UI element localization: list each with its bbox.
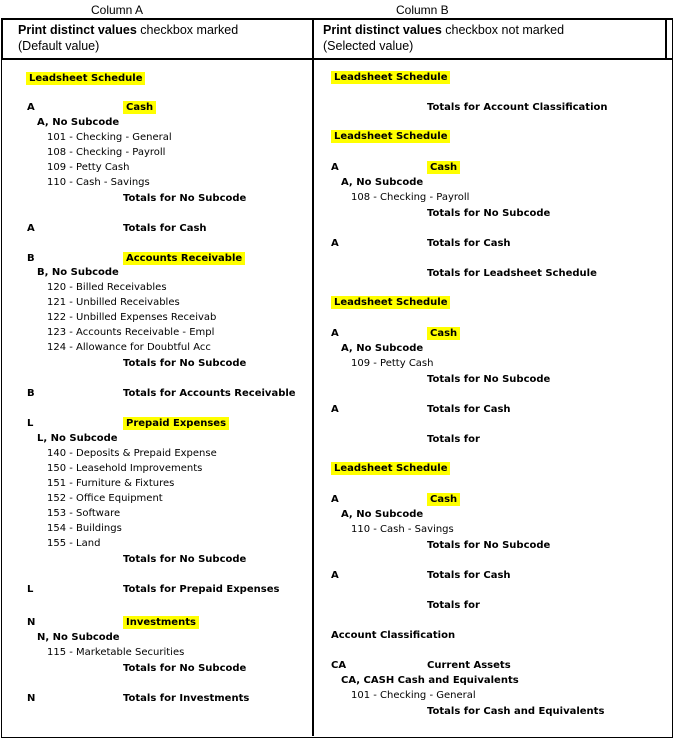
- subcode-header: A, No Subcode: [341, 177, 424, 188]
- class-code: A: [27, 102, 35, 113]
- section-title: [331, 462, 450, 475]
- account-line: 153 - Software: [47, 508, 121, 519]
- totals-line: Totals for Cash: [427, 238, 511, 249]
- account-line: 108 - Checking - Payroll: [47, 147, 166, 158]
- class-code: N: [27, 693, 36, 704]
- account-line: 140 - Deposits & Prepaid Expense: [47, 448, 217, 459]
- totals-line: Totals for No Subcode: [123, 193, 247, 204]
- group-title: [123, 101, 156, 114]
- totals-line: Totals for Leadsheet Schedule: [427, 268, 597, 279]
- account-line: 152 - Office Equipment: [47, 493, 163, 504]
- account-line: 110 - Cash - Savings: [47, 177, 150, 188]
- account-line: 123 - Accounts Receivable - Empl: [47, 327, 215, 338]
- totals-line: Totals for No Subcode: [123, 554, 247, 565]
- account-line: 120 - Billed Receivables: [47, 282, 167, 293]
- totals-line: Totals for No Subcode: [427, 374, 551, 385]
- class-code: A: [331, 162, 339, 173]
- highlighted-label: Accounts Receivable: [123, 252, 245, 265]
- account-line: 109 - Petty Cash: [351, 358, 434, 369]
- class-code: L: [27, 418, 34, 429]
- account-line: 108 - Checking - Payroll: [351, 192, 470, 203]
- highlighted-label: Leadsheet Schedule: [26, 72, 145, 85]
- totals-line: Totals for Cash: [427, 404, 511, 415]
- column-b-title: Column B: [396, 3, 449, 17]
- highlighted-label: Cash: [427, 161, 460, 174]
- class-code: N: [27, 617, 36, 628]
- column-b-header-bold: Print distinct values: [323, 23, 442, 37]
- highlighted-label: Leadsheet Schedule: [331, 71, 450, 84]
- account-line: 122 - Unbilled Expenses Receivab: [47, 312, 217, 323]
- subcode-header: A, No Subcode: [341, 343, 424, 354]
- subcode-header: CA, CASH Cash and Equivalents: [341, 675, 519, 686]
- class-code: A: [331, 494, 339, 505]
- class-code: L: [27, 584, 34, 595]
- account-line: 124 - Allowance for Doubtful Acc: [47, 342, 211, 353]
- account-line: 151 - Furniture & Fixtures: [47, 478, 175, 489]
- classification-title: Account Classification: [331, 630, 456, 641]
- account-line: 154 - Buildings: [47, 523, 122, 534]
- totals-line: Totals for No Subcode: [427, 208, 551, 219]
- totals-line: Totals for No Subcode: [123, 663, 247, 674]
- class-code: A: [331, 328, 339, 339]
- group-title: [123, 616, 199, 629]
- class-code: A: [331, 570, 339, 581]
- subcode-header: A, No Subcode: [341, 509, 424, 520]
- class-code: A: [27, 223, 35, 234]
- account-line: 155 - Land: [47, 538, 101, 549]
- account-line: 101 - Checking - General: [351, 690, 476, 701]
- account-line: 150 - Leasehold Improvements: [47, 463, 203, 474]
- account-line: 121 - Unbilled Receivables: [47, 297, 180, 308]
- column-a-header-rest: checkbox marked: [136, 23, 239, 37]
- account-line: 101 - Checking - General: [47, 132, 172, 143]
- column-divider: [312, 18, 314, 736]
- column-b-header: [323, 22, 564, 54]
- column-a-header-sub: (Default value): [18, 39, 100, 53]
- highlighted-label: Investments: [123, 616, 199, 629]
- account-line: 109 - Petty Cash: [47, 162, 130, 173]
- column-a-header-bold: Print distinct values: [18, 23, 137, 37]
- group-title: [123, 417, 229, 430]
- totals-line: Totals for No Subcode: [123, 358, 247, 369]
- column-b-header-rest: checkbox not marked: [441, 23, 565, 37]
- header-left-border: [1, 18, 3, 60]
- highlighted-label: Leadsheet Schedule: [331, 296, 450, 309]
- subcode-header: A, No Subcode: [37, 117, 120, 128]
- totals-line: Totals for No Subcode: [427, 540, 551, 551]
- totals-line: Totals for Account Classification: [427, 102, 608, 113]
- totals-line: Totals for Investments: [123, 693, 250, 704]
- class-code: A: [331, 404, 339, 415]
- class-code: B: [27, 388, 35, 399]
- highlighted-label: Cash: [123, 101, 156, 114]
- section-title: [331, 296, 450, 309]
- column-a-title: Column A: [91, 3, 144, 17]
- group-title: [427, 161, 460, 174]
- header-right-border: [665, 18, 667, 60]
- column-b-header-sub: (Selected value): [323, 39, 414, 53]
- subcode-header: N, No Subcode: [37, 632, 120, 643]
- group-title-plain: Current Assets: [427, 660, 511, 671]
- totals-line: Totals for: [427, 434, 480, 445]
- totals-line: Totals for Prepaid Expenses: [123, 584, 280, 595]
- totals-line: Totals for Accounts Receivable: [123, 388, 296, 399]
- totals-line: Totals for Cash: [123, 223, 207, 234]
- account-line: 110 - Cash - Savings: [351, 524, 454, 535]
- account-line: 115 - Marketable Securities: [47, 647, 185, 658]
- highlighted-label: Prepaid Expenses: [123, 417, 229, 430]
- class-code: A: [331, 238, 339, 249]
- subcode-header: L, No Subcode: [37, 433, 118, 444]
- totals-line: Totals for Cash and Equivalents: [427, 706, 605, 717]
- group-title: [427, 493, 460, 506]
- column-a-header: [18, 22, 238, 54]
- highlighted-label: Cash: [427, 493, 460, 506]
- section-title: [26, 72, 145, 85]
- highlighted-label: Leadsheet Schedule: [331, 130, 450, 143]
- totals-line: Totals for Cash: [427, 570, 511, 581]
- highlighted-label: Cash: [427, 327, 460, 340]
- group-title: [427, 327, 460, 340]
- section-title: [331, 71, 450, 84]
- highlighted-label: Leadsheet Schedule: [331, 462, 450, 475]
- subcode-header: B, No Subcode: [37, 267, 119, 278]
- class-code: B: [27, 253, 35, 264]
- class-code: CA: [331, 660, 347, 671]
- group-title: [123, 252, 245, 265]
- section-title: [331, 130, 450, 143]
- totals-line: Totals for: [427, 600, 480, 611]
